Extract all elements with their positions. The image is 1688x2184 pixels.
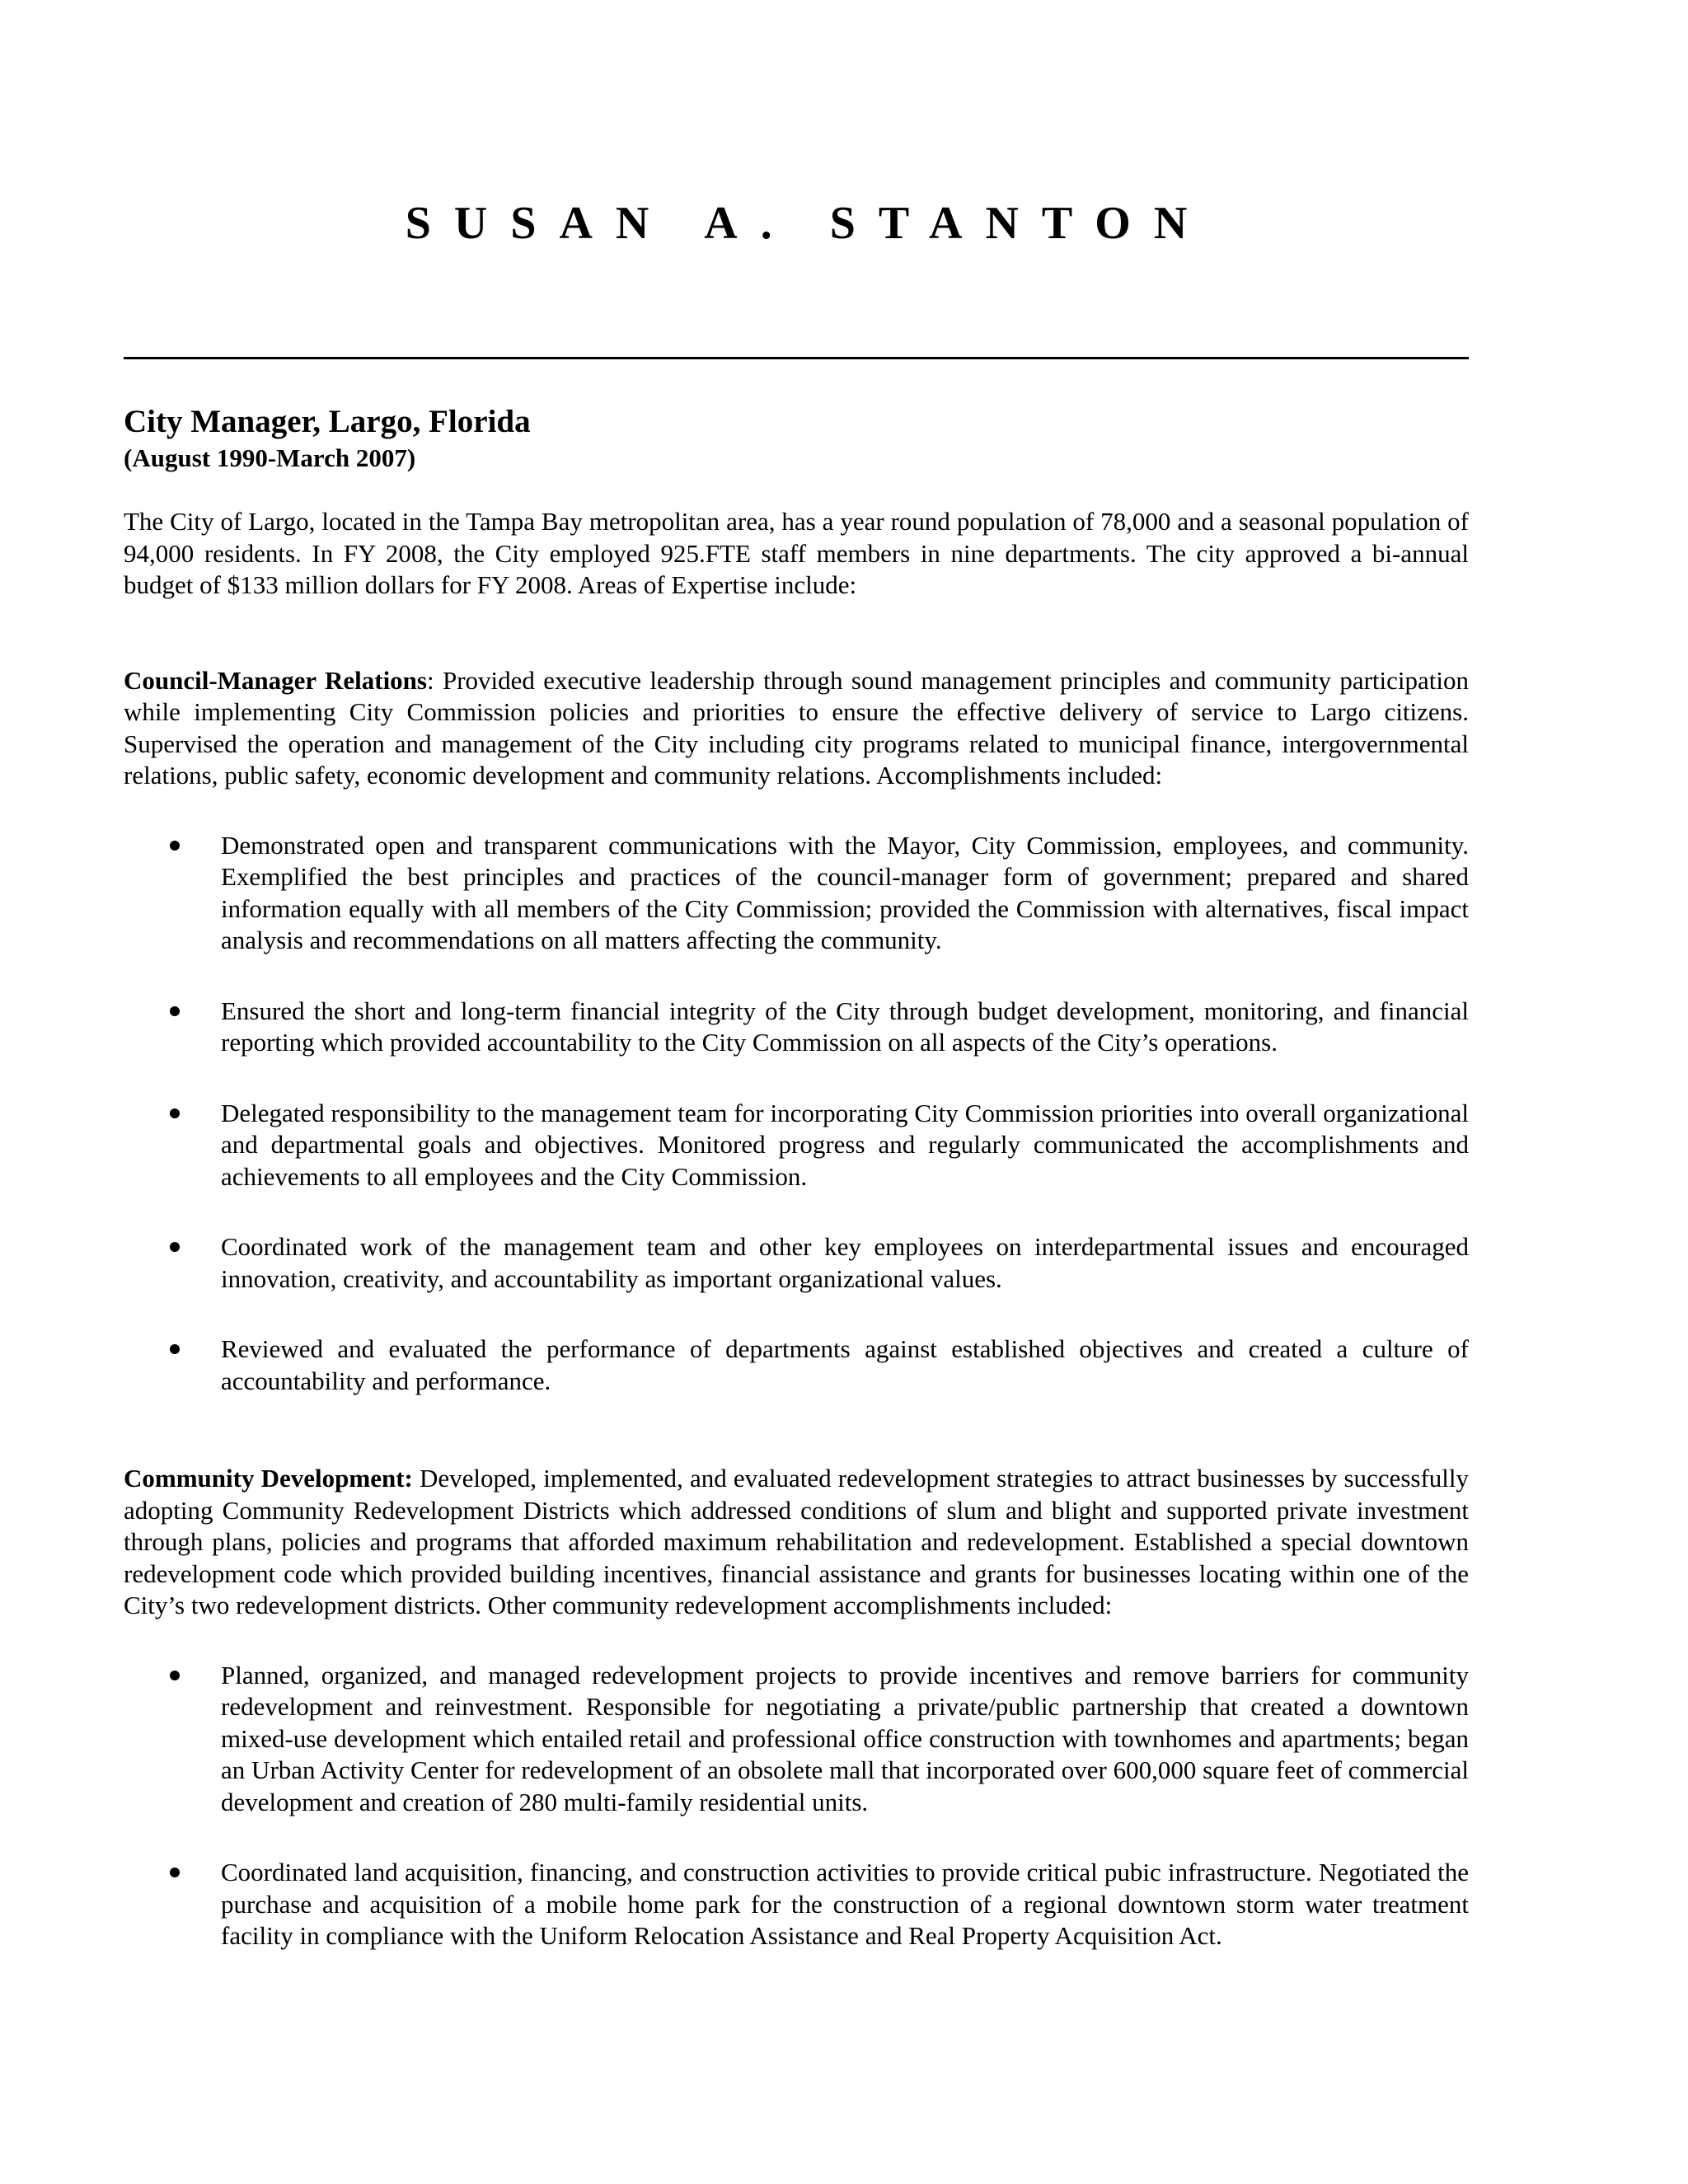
job-title: City Manager, Largo, Florida [124,404,531,439]
section-paragraph [124,665,1469,792]
list-item [124,1857,1469,1952]
bullet-icon [170,841,180,851]
list-item-text: Ensured the short and long-term financial integrity of the City through budget development, monitoring, and financial reporting which provided accountability to the City Commission on all aspects of the City’s operations. [221,996,1469,1057]
list-item-text: Reviewed and evaluated the performance of departments against established objectives and created a culture of accountability and performance. [221,1334,1469,1395]
list-item-text: Demonstrated open and transparent communications with the Mayor, City Commission, employees, and community. Exemplified the best principles and practices of the council-manager form of government; prepared and shared information equally with all members of the City Commission; provided the Commission with alternatives, fiscal impact analysis and recommendations on all matters affecting the community. [221,830,1469,954]
heading-separator [413,1464,420,1493]
section-text: Provided executive leadership through sound management principles and community participation while implementing City Commission policies and priorities to ensure the effective delivery of service to Largo citizens. Supervised the operation and management of the City including city programs related to municipal finance, intergovernmental relations, public safety, economic development and community relations. Accomplishments included: [124,665,1469,790]
section-heading: Community Development: [124,1464,413,1493]
heading-separator: : [427,665,443,695]
section-paragraph [124,1463,1469,1622]
list-item [124,1231,1469,1295]
list-item-text: Coordinated land acquisition, financing, and construction activities to provide critical pubic infrastructure. Negotiated the purchase and acquisition of a mobile home park for the construction of a regional downtown storm water treatment facility in compliance with the Uniform Relocation Assistance and Real Property Acquisition Act. [221,1858,1469,1950]
list-item-text: Planned, organized, and managed redevelopment projects to provide incentives and remove barriers for community redevelopment and reinvestment. Responsible for negotiating a private/public partnership that created a downtown mixed-use development which entailed retail and professional office construction with townhomes and apartments; began an Urban Activity Center for redevelopment of an obsolete mall that incorporated over 600,000 square feet of commercial development and creation of 280 multi-family residential units. [221,1660,1469,1816]
list-item [124,1098,1469,1193]
job-intro: The City of Largo, located in the Tampa Bay metropolitan area, has a year round population of 78,000 and a seasonal population of 94,000 residents. In FY 2008, the City employed 925.FTE staff members in nine departments. The city approved a bi-annual budget of $133 million dollars for FY 2008. Areas of Expertise include: [124,507,1469,599]
job-dates: (August 1990-March 2007) [124,443,416,472]
resume-content [124,402,1469,1952]
list-item-text: Delegated responsibility to the management team for incorporating City Commission priorities into overall organizational and departmental goals and objectives. Monitored progress and regularly communicated the accomplishments and achievements to all employees and the City Commission. [221,1098,1469,1191]
list-item [124,830,1469,957]
bullet-icon [170,1868,180,1877]
list-item [124,1660,1469,1819]
list-item [124,996,1469,1059]
list-item-text: Coordinated work of the management team and other key employees on interdepartmental issues and encouraged innovation, creativity, and accountability as important organizational values. [221,1232,1469,1293]
accomplishment-list [124,830,1469,1398]
bullet-icon [170,1108,180,1118]
bullet-icon [170,1344,180,1354]
accomplishment-list [124,1660,1469,1952]
section-text: Developed, implemented, and evaluated redevelopment strategies to attract businesses by successfully adopting Community Redevelopment Districts which addressed conditions of slum and blight and supported private investment through plans, policies and programs that afforded maximum rehabilitation and redevelopment. Established a special downtown redevelopment code which provided building incentives, financial assistance and grants for businesses locating within one of the City’s two redevelopment districts. Other community redevelopment accomplishments included: [124,1464,1469,1619]
section-council-manager-relations [124,665,1469,1398]
bullet-icon [170,1006,180,1016]
section-heading: Council-Manager Relations [124,665,427,695]
bullet-icon [170,1242,180,1252]
resume-name: SUSAN A. STANTON [405,198,1211,249]
list-item [124,1333,1469,1397]
header-divider [124,357,1469,359]
bullet-icon [170,1671,180,1680]
section-community-development [124,1463,1469,1952]
